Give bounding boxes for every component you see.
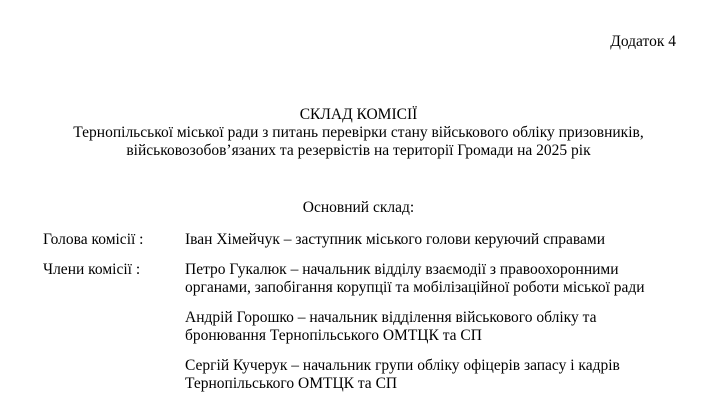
members-role-label: Члени комісії : bbox=[43, 261, 141, 278]
document-title bbox=[0, 106, 717, 160]
title-subtitle-line-1: Тернопільської міської ради з питань перевірки стану військового обліку призовників, bbox=[73, 124, 644, 141]
chair-role-label: Голова комісії : bbox=[43, 231, 144, 248]
member-entry-line: Андрій Горошко – начальник відділення військового обліку та bbox=[185, 309, 597, 326]
member-entry-line: органами, запобігання корупції та мобілізаційної роботи міської ради bbox=[185, 279, 645, 296]
title-subtitle-line-2: військовозобов’язаних та резервістів на території Громади на 2025 рік bbox=[126, 142, 591, 159]
chair-entry-line: Іван Хімейчук – заступник міського голови керуючий справами bbox=[185, 231, 605, 248]
member-entry bbox=[185, 261, 685, 297]
main-composition-heading: Основний склад: bbox=[302, 199, 415, 216]
member-entry-line: Петро Гукалюк – начальник відділу взаємодії з правоохоронними bbox=[185, 261, 619, 278]
chair-entry bbox=[185, 231, 685, 249]
title-heading: СКЛАД КОМІСІЇ bbox=[299, 106, 418, 123]
member-entry-line: бронювання Тернопільського ОМТЦК та СП bbox=[185, 327, 482, 344]
appendix-label: Додаток 4 bbox=[610, 33, 676, 50]
member-entry bbox=[185, 357, 685, 393]
member-entry-line: Сергій Кучерук – начальник групи обліку офіцерів запасу і кадрів bbox=[185, 357, 620, 374]
member-entry-line: Тернопільського ОМТЦК та СП bbox=[185, 375, 398, 392]
member-entry bbox=[185, 309, 685, 345]
